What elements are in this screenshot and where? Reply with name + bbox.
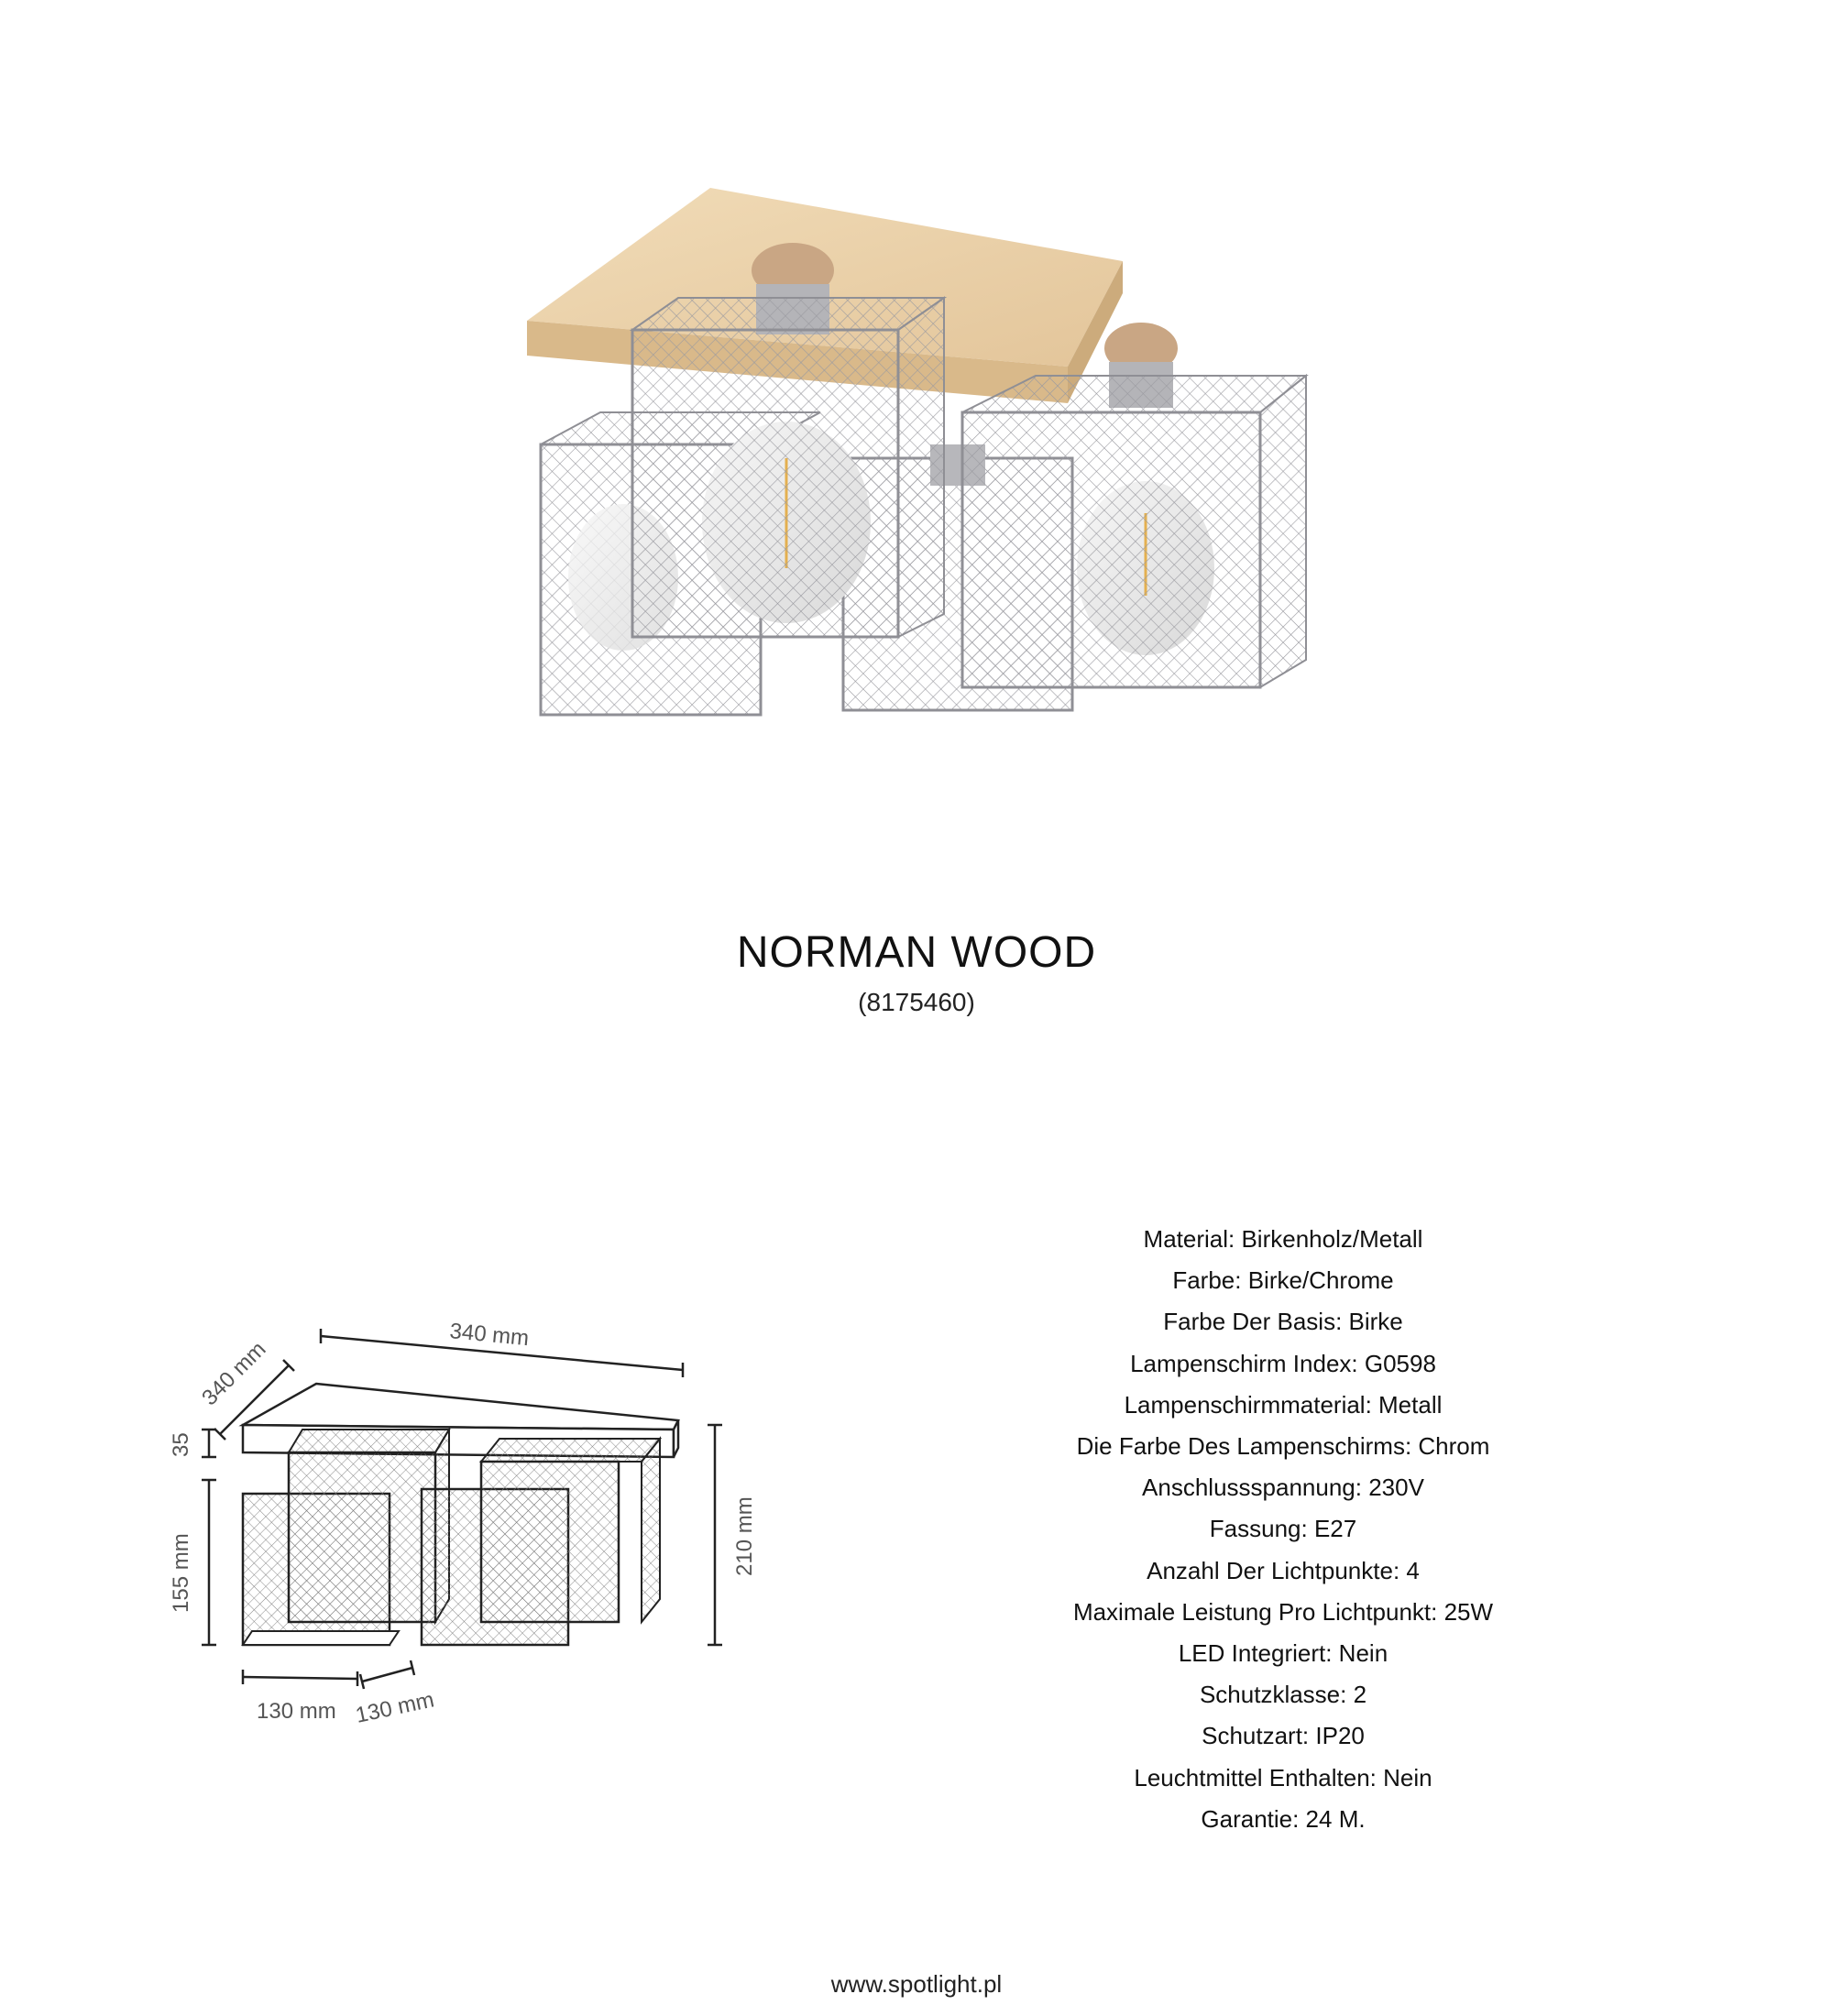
shade-right-front [481, 1439, 660, 1622]
product-code: (8175460) [858, 988, 975, 1016]
spec-base-color: Farbe Der Basis: Birke [1163, 1308, 1403, 1336]
spec-warranty: Garantie: 24 M. [1201, 1804, 1366, 1833]
dimension-drawing [137, 1283, 779, 1741]
spec-max-power: Maximale Leistung Pro Lichtpunkt: 25W [1072, 1597, 1494, 1626]
spec-shade-material: Lampenschirmmaterial: Metall [1124, 1390, 1443, 1419]
dim-label-shade-width-2: 130 mm [353, 1687, 437, 1728]
spec-bulbs-included: Leuchtmittel Enthalten: Nein [1134, 1763, 1432, 1791]
footer-url[interactable]: www.spotlight.pl [830, 1970, 1003, 1998]
dim-label-base-height: 35 [169, 1432, 193, 1457]
product-photo [513, 183, 1320, 751]
spec-voltage: Anschlussspannung: 230V [1142, 1474, 1424, 1502]
title-block [0, 926, 1833, 1021]
spec-list [1008, 1219, 1558, 1840]
spec-material: Material: Birkenholz/Metall [1143, 1225, 1423, 1253]
dim-line-shade-width-1 [243, 1677, 357, 1679]
spec-led-integrated: LED Integriert: Nein [1178, 1639, 1388, 1668]
dim-label-total-height: 210 mm [732, 1496, 757, 1576]
spec-shade-color: Die Farbe Des Lampenschirms: Chrom [1076, 1432, 1490, 1461]
cage-front-left [632, 243, 944, 637]
product-name: NORMAN WOOD [736, 928, 1097, 977]
dim-line-shade-width-2 [362, 1668, 412, 1682]
spec-ip-rating: Schutzart: IP20 [1202, 1722, 1365, 1750]
dim-label-shade-height: 155 mm [169, 1533, 193, 1613]
spec-protection-class: Schutzklasse: 2 [1199, 1681, 1367, 1709]
spec-light-points: Anzahl Der Lichtpunkte: 4 [1147, 1556, 1420, 1584]
spec-socket: Fassung: E27 [1209, 1515, 1357, 1543]
dim-label-shade-width-1: 130 mm [257, 1699, 336, 1724]
dim-label-top-width: 340 mm [448, 1319, 531, 1352]
spec-shade-index: Lampenschirm Index: G0598 [1130, 1349, 1436, 1377]
dim-label-depth: 340 mm [197, 1336, 271, 1411]
spec-color: Farbe: Birke/Chrome [1172, 1266, 1394, 1295]
